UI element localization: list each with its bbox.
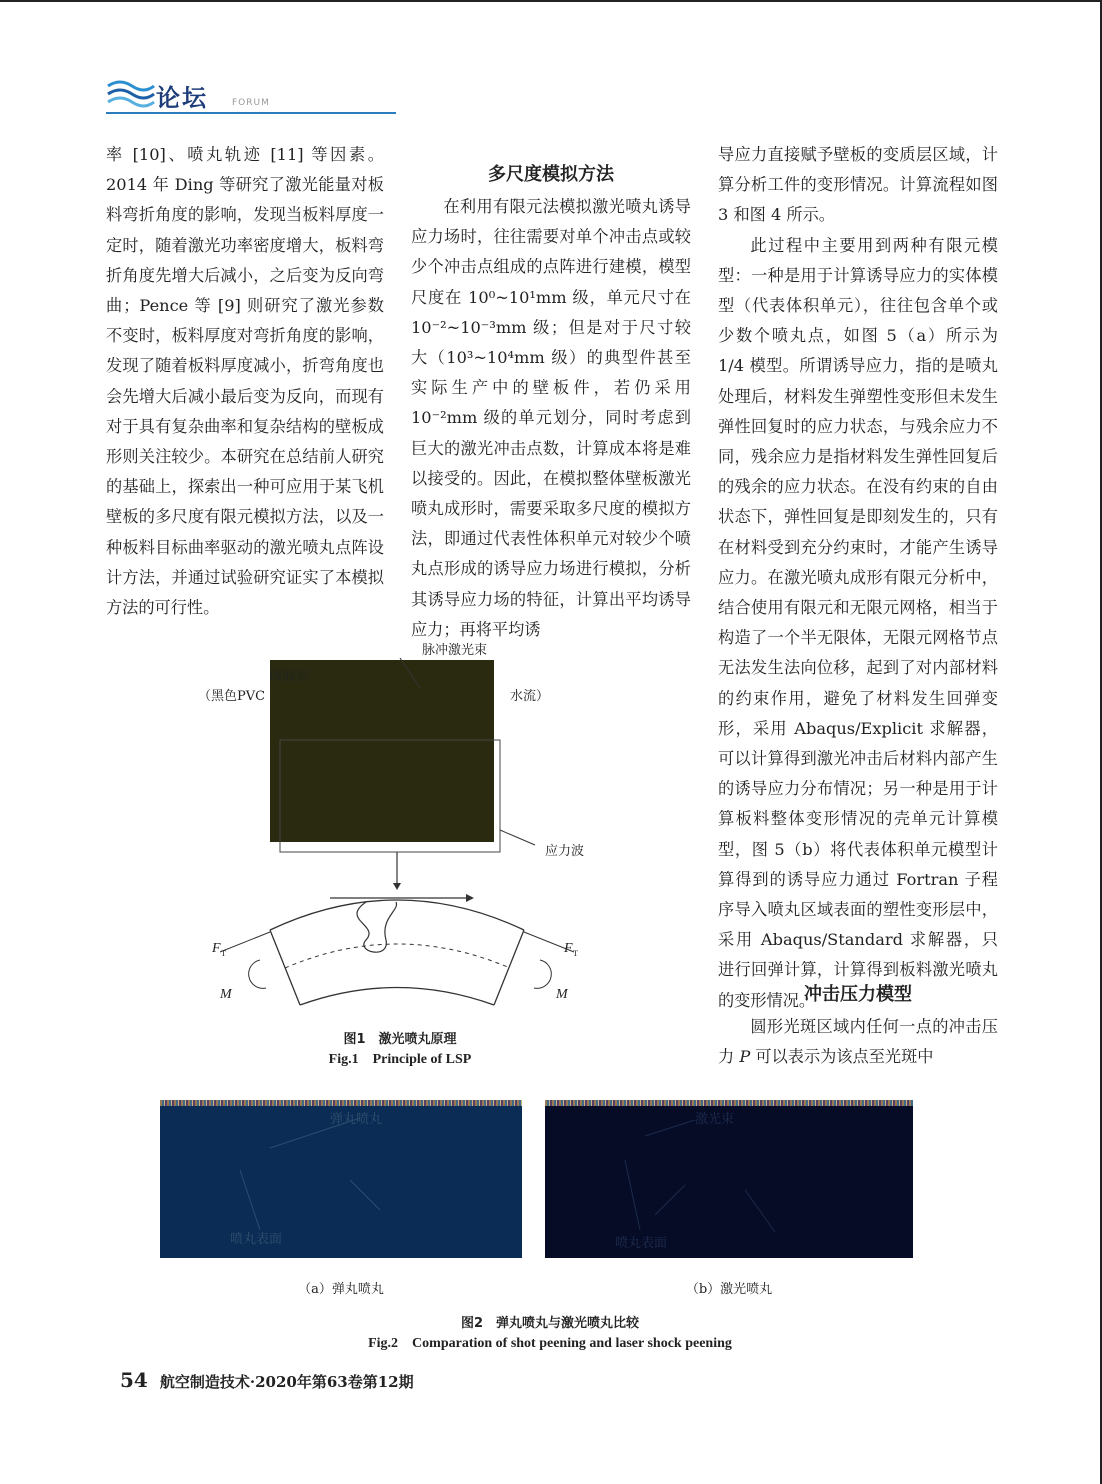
page-number: 54	[120, 1368, 148, 1392]
journal-header	[106, 76, 406, 116]
fig2-caption-en: Fig.2 Comparation of shot peening and laser shock peening	[368, 1336, 732, 1351]
laser-beam-photo-label: 激光束	[695, 1112, 735, 1127]
m-left-label: M	[220, 987, 232, 1002]
photo-laser-peening	[545, 1100, 913, 1258]
stress-wave-label: 应力波	[545, 844, 585, 859]
photo-shot-peening	[160, 1100, 522, 1258]
section1-text: 在利用有限元法模拟激光喷丸诱导应力场时，往往需要对单个冲击点或较少个冲击点组成的点阵进行建模，模型尺度在 10⁰~10¹mm 级，单元尺寸在 10⁻²~10⁻³mm 级；但是对于尺寸较大（10³~10⁴mm 级）的典型件甚至实际生产中的壁板件，若仍采用 10⁻²mm 级的单元划分，同时考虑到巨大的激光冲击点数，计算成本将是难以接受的。因此，在模拟整体壁板激光喷丸成形时，需要采取多尺度的模拟方法，即通过代表性体积单元对较少个喷丸点形成的诱导应力场进行模拟，分析其诱导应力场的特征，计算出平均诱导应力；再将平均诱	[411, 197, 691, 639]
heading-pressure-model: 冲击压力模型	[804, 984, 912, 1005]
page-footer	[120, 1368, 414, 1392]
pvc-label: （黑色PVC	[198, 689, 266, 704]
svg-text:T: T	[221, 949, 226, 958]
top-border	[0, 0, 1102, 2]
fig1-caption-en: Fig.1 Principle of LSP	[328, 1052, 472, 1067]
section-title: 论坛	[156, 83, 208, 112]
fig2-caption-cn: 图2 弹丸喷丸与激光喷丸比较	[460, 1316, 640, 1331]
column-2	[411, 192, 691, 645]
journal-name: 航空制造技术·2020年第63卷第12期	[159, 1373, 414, 1391]
absorb-layer-label: 吸收层	[270, 669, 310, 684]
m-right-label: M	[556, 987, 568, 1002]
laser-block	[270, 660, 494, 842]
water-label: 水流）	[510, 689, 550, 704]
column-3	[718, 140, 998, 1016]
section-subtitle: FORUM	[232, 98, 270, 108]
shot-label: 弹丸喷丸	[330, 1112, 383, 1127]
ft-right-label: F	[564, 941, 573, 956]
laser-surface-label: 喷丸表面	[615, 1236, 668, 1251]
fig1-caption-cn: 图1 激光喷丸原理	[343, 1032, 457, 1047]
col1-text: 率 [10]、喷丸轨迹 [11] 等因素。2014 年 Ding 等研究了激光能量对板料弯折角度的影响，发现当板料厚度一定时，随着激光功率密度增大，板料弯折角度先增大后减小，之后变为反向弯曲；Pence 等 [9] 则研究了激光参数不变时，板料厚度对弯折角度的影响，发现了随着板料厚度减小，折弯角度也会先增大后减小最后变为反向，而现有对于具有复杂曲率和复杂结构的壁板成形则关注较少。本研究在总结前人研究的基础上，探索出一种可应用于某飞机壁板的多尺度有限元模拟方法，以及一种板料目标曲率驱动的激光喷丸点阵设计方法，并通过试验研究证实了本模拟方法的可行性。	[106, 145, 384, 618]
figure-1-lsp-diagram	[190, 640, 610, 1020]
svg-text:T: T	[573, 949, 578, 958]
ft-left-label: F	[212, 941, 221, 956]
col3-para2: 此过程中主要用到两种有限元模型：一种是用于计算诱导应力的实体模型（代表体积单元），往往包含单个或少数个喷丸点，如图 5（a）所示为 1/4 模型。所谓诱导应力，指的是喷丸处理后，材料发生弹塑性变形但未发生弹性回复时的应力状态，与残余应力不同，残余应力是指材料发生弹性回复后的残余的应力状态。在没有约束的自由状态下，弹性回复是即刻发生的，只有在材料受到充分约束时，才能产生诱导应力。在激光喷丸成形有限元分析中，结合使用有限元和无限元网格，相当于构造了一个半无限体，无限元网格节点无法发生法向位移，起到了对内部材料的约束作用，避免了材料发生回弹变形，采用 Abaqus/Explicit 求解器，可以计算得到激光冲击后材料内部产生的诱导应力分布情况；另一种是用于计算板料整体变形情况的壳单元计算模型，图 5（b）将代表体积单元模型计算得到的诱导应力通过 Fortran 子程序导入喷丸区域表面的塑性变形层中，采用 Abaqus/Standard 求解器，只进行回弹计算，计算得到板料激光喷丸的变形情况。	[718, 235, 998, 1010]
header-rule	[106, 112, 396, 114]
col3-para1: 导应力直接赋予壁板的变质层区域，计算分析工件的变形情况。计算流程如图 3 和图 4 所示。	[718, 145, 998, 225]
fig2-subcaption-a: （a）弹丸喷丸	[298, 1282, 384, 1297]
section2-text: 圆形光斑区域内任何一点的冲击压力 P 可以表示为该点至光斑中	[718, 1017, 998, 1067]
heading-multiscale: 多尺度模拟方法	[488, 164, 614, 185]
fig2-subcaption-b: （b）激光喷丸	[685, 1282, 773, 1297]
laser-beam-label: 脉冲激光束	[422, 643, 488, 658]
column-1	[106, 140, 384, 623]
waves-logo-icon	[106, 78, 156, 110]
section2-body	[718, 1012, 998, 1072]
shot-surface-label: 喷丸表面	[230, 1232, 283, 1247]
